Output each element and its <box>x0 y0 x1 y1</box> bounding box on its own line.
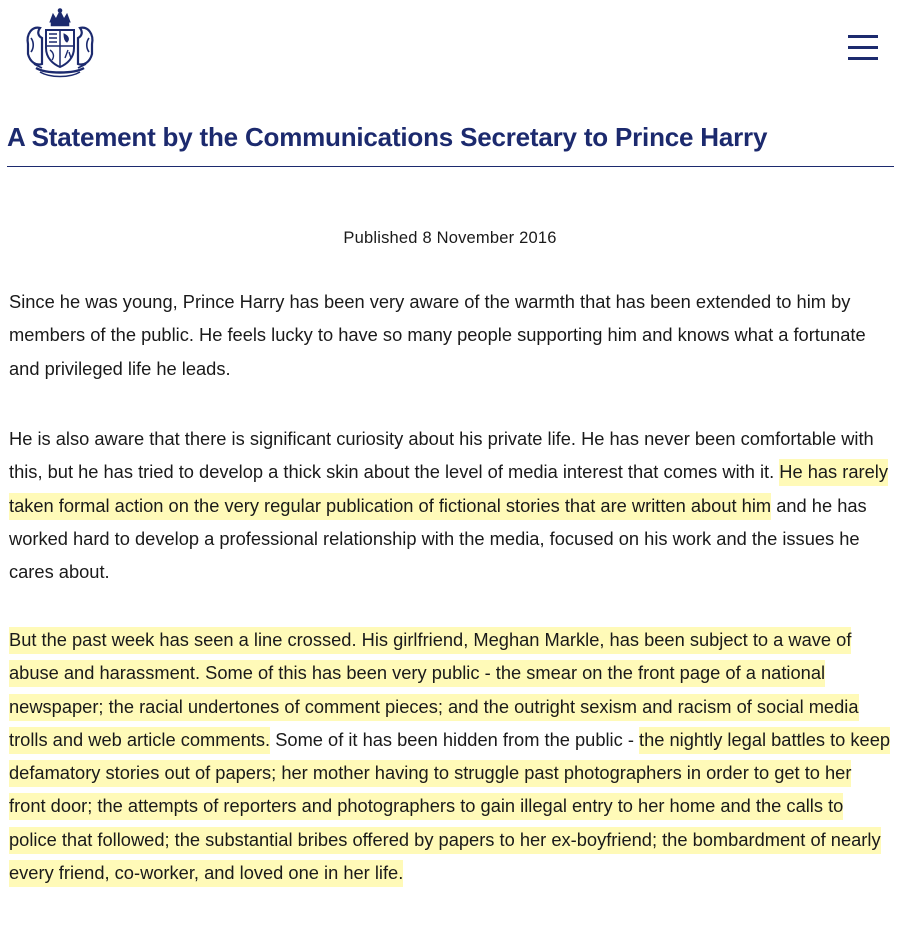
crest-icon <box>22 8 98 80</box>
paragraph-2-text-c: and he has worked hard to develop a professional relationship with the media, focused on his work and the issues he cares about. <box>9 494 867 583</box>
highlighted-text: But the past week has seen a line crossed. His girlfriend, Meghan Markle, has been subject to a wave of abuse and harassment. Some of this has been very public - the smear on the front page of a national newspaper; the racial undertones of comment pieces; and the outright sexism and racism of social media trolls and web article comments. <box>9 627 859 754</box>
hamburger-menu-icon[interactable] <box>846 32 880 62</box>
highlighted-text: He has rarely taken formal action on the very regular publication of fictional stories that are written about him <box>9 459 888 519</box>
paragraph-2 <box>9 422 893 588</box>
highlighted-text: the nightly legal battles to keep defamatory stories out of papers; her mother having to struggle past photographers in order to get to her front door; the attempts of reporters and photographers to gain illegal entry to her home and the calls to police that followed; the substantial bribes offered by papers to her ex-boyfriend; the bombardment of nearly every friend, co-worker, and loved one in her life. <box>9 727 890 887</box>
menu-bar-bottom <box>848 57 878 60</box>
menu-bar-middle <box>848 46 878 49</box>
paragraph-3 <box>9 623 893 889</box>
paragraph-1 <box>9 285 893 385</box>
site-header <box>0 0 900 100</box>
royal-crest-logo[interactable] <box>22 8 98 80</box>
menu-bar-top <box>848 35 878 38</box>
page-title: A Statement by the Communications Secretary to Prince Harry <box>7 122 768 152</box>
paragraph-1-text: Since he was young, Prince Harry has been very aware of the warmth that has been extended to him by members of the public. He feels lucky to have so many people supporting him and knows what a fortunate and privileged life he leads. <box>9 291 866 379</box>
published-date: Published 8 November 2016 <box>343 229 557 247</box>
title-divider <box>7 166 894 167</box>
paragraph-2-text-a: He is also aware that there is significant curiosity about his private life. He has never been comfortable with this, but he has tried to develop a thick skin about the level of media interest that comes with it. <box>9 428 874 483</box>
paragraph-3-text-b: Some of it has been hidden from the public - <box>270 728 640 750</box>
